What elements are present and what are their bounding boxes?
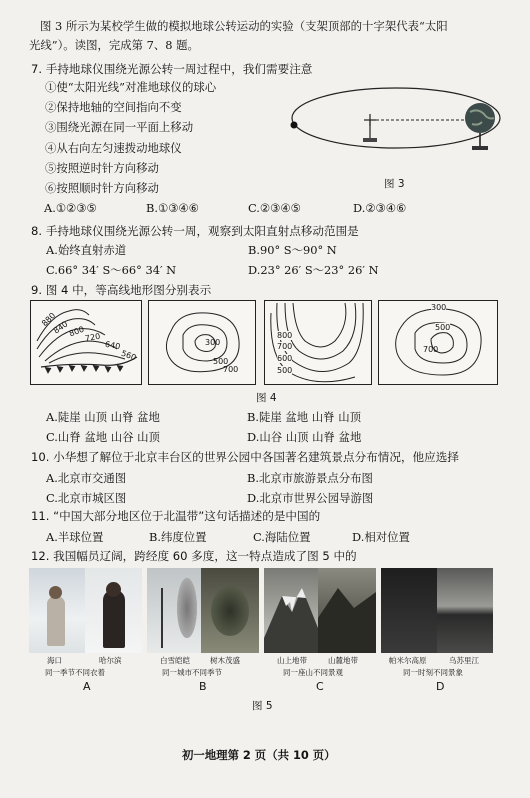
label-harbin: 哈尔滨 xyxy=(99,656,122,665)
q9-option-c: C.山脊 盆地 山谷 山顶 xyxy=(46,430,160,444)
q8-stem: 8. 手持地球仪围绕光源公转一周，观察到太阳直射点移动范围是 xyxy=(31,224,359,238)
q9-option-a: A.陡崖 山顶 山脊 盆地 xyxy=(46,410,160,424)
letter-b: B xyxy=(199,680,207,693)
caption-group-d: 同一时刻不同景象 xyxy=(403,668,463,677)
q7-option-d: D.②③④⑥ xyxy=(353,201,407,215)
label-mountain-upper: 山上地带 xyxy=(277,656,307,665)
q7-item-2: ②保持地轴的空间指向不变 xyxy=(45,100,182,114)
photo-harbin xyxy=(85,568,142,653)
letter-d: D xyxy=(436,680,445,693)
q9-option-b: B.陡崖 盆地 山脊 山顶 xyxy=(247,410,361,424)
map2-label-300: 300 xyxy=(205,338,221,347)
q7-item-3: ③围绕光源在同一平面上移动 xyxy=(45,120,194,134)
map3-label-600: 600 xyxy=(277,354,293,363)
q11-option-d: D.相对位置 xyxy=(352,530,410,544)
map3-label-700: 700 xyxy=(277,342,293,351)
q10-option-d: D.北京市世界公园导游图 xyxy=(247,491,374,505)
caption-group-b: 同一城市不同季节 xyxy=(162,668,222,677)
map4-label-300: 300 xyxy=(431,303,447,312)
figure-3-orbit-diagram xyxy=(286,76,518,176)
map1-label-640: 640 xyxy=(104,339,121,352)
q7-option-c: C.②③④⑤ xyxy=(248,201,301,215)
q7-stem: 7. 手持地球仪围绕光源公转一周过程中，我们需要注意 xyxy=(31,62,313,76)
figure-5-caption: 图 5 xyxy=(252,700,273,712)
q9-option-d: D.山谷 山顶 山脊 盆地 xyxy=(247,430,362,444)
map1-label-880: 880 xyxy=(40,310,58,329)
label-lush-trees: 树木茂盛 xyxy=(210,656,240,665)
q12-stem: 12. 我国幅员辽阔，跨经度 60 多度，这一特点造成了图 5 中的 xyxy=(31,549,357,563)
q7-item-5: ⑤按照逆时针方向移动 xyxy=(45,161,159,175)
q10-stem: 10. 小华想了解位于北京丰台区的世界公园中各国著名建筑景点分布情况，他应选择 xyxy=(31,450,459,464)
photo-ussuri-river xyxy=(437,568,493,653)
map1-label-720: 720 xyxy=(84,331,101,344)
label-haikou: 海口 xyxy=(47,656,62,665)
photo-snow-scene xyxy=(147,568,201,653)
q10-option-b: B.北京市旅游景点分布图 xyxy=(247,471,373,485)
q10-option-a: A.北京市交通图 xyxy=(46,471,127,485)
intro-line-1: 图 3 所示为某校学生做的模拟地球公转运动的实验（支架顶部的十字架代表“太阳 xyxy=(40,19,448,33)
map2-label-500: 500 xyxy=(213,357,229,366)
q9-stem: 9. 图 4 中，等高线地形图分别表示 xyxy=(31,283,212,297)
photo-haikou xyxy=(29,568,85,653)
map2-label-700: 700 xyxy=(223,365,239,374)
label-ussuri: 乌苏里江 xyxy=(449,656,479,665)
intro-line-2: 光线”）。读图，完成第 7、8 题。 xyxy=(29,38,199,52)
contour-map-peak xyxy=(378,300,498,385)
q11-option-a: A.半球位置 xyxy=(46,530,104,544)
figure-3-caption: 图 3 xyxy=(384,178,405,190)
map1-label-560: 560 xyxy=(119,348,138,363)
map1-label-840: 840 xyxy=(51,319,70,336)
q10-option-c: C.北京市城区图 xyxy=(46,491,127,505)
q11-option-c: C.海陆位置 xyxy=(253,530,311,544)
caption-group-c: 同一座山不同景观 xyxy=(283,668,343,677)
figure-4-caption: 图 4 xyxy=(256,392,277,404)
letter-c: C xyxy=(316,680,324,693)
letter-a: A xyxy=(83,680,91,693)
q8-option-d: D.23° 26′ S～23° 26′ N xyxy=(248,263,379,277)
map4-label-700: 700 xyxy=(423,345,439,354)
map4-label-500: 500 xyxy=(435,323,451,332)
contour-map-ridge xyxy=(264,300,372,385)
photo-pamir-plateau xyxy=(381,568,437,653)
label-white-snow: 白雪皑皑 xyxy=(160,656,190,665)
photo-mountain-upper xyxy=(264,568,318,653)
page-footer: 初一地理第 2 页（共 10 页） xyxy=(182,748,336,762)
q8-option-a: A.始终直射赤道 xyxy=(46,243,127,257)
map3-label-500: 500 xyxy=(277,366,293,375)
q7-item-4: ④从右向左匀速拨动地球仪 xyxy=(45,141,182,155)
q8-option-c: C.66° 34′ S～66° 34′ N xyxy=(46,263,177,277)
q7-option-b: B.①③④⑥ xyxy=(146,201,199,215)
q8-option-b: B.90° S～90° N xyxy=(248,243,337,257)
q11-option-b: B.纬度位置 xyxy=(149,530,207,544)
q7-item-1: ①使“太阳光线”对准地球仪的球心 xyxy=(45,80,217,94)
caption-group-a: 同一季节不同衣着 xyxy=(45,668,105,677)
label-pamir: 帕米尔高原 xyxy=(389,656,427,665)
contour-map-basin xyxy=(148,300,256,385)
contour-map-cliff xyxy=(30,300,142,385)
q11-stem: 11. “中国大部分地区位于北温带”这句话描述的是中国的 xyxy=(31,509,321,523)
map1-label-800: 800 xyxy=(67,324,86,339)
q7-item-6: ⑥按照顺时针方向移动 xyxy=(45,181,159,195)
q7-option-a: A.①②③⑤ xyxy=(44,201,97,215)
photo-lush-trees xyxy=(201,568,259,653)
map3-label-800: 800 xyxy=(277,331,293,340)
label-mountain-foot: 山麓地带 xyxy=(328,656,358,665)
photo-mountain-foot xyxy=(318,568,376,653)
